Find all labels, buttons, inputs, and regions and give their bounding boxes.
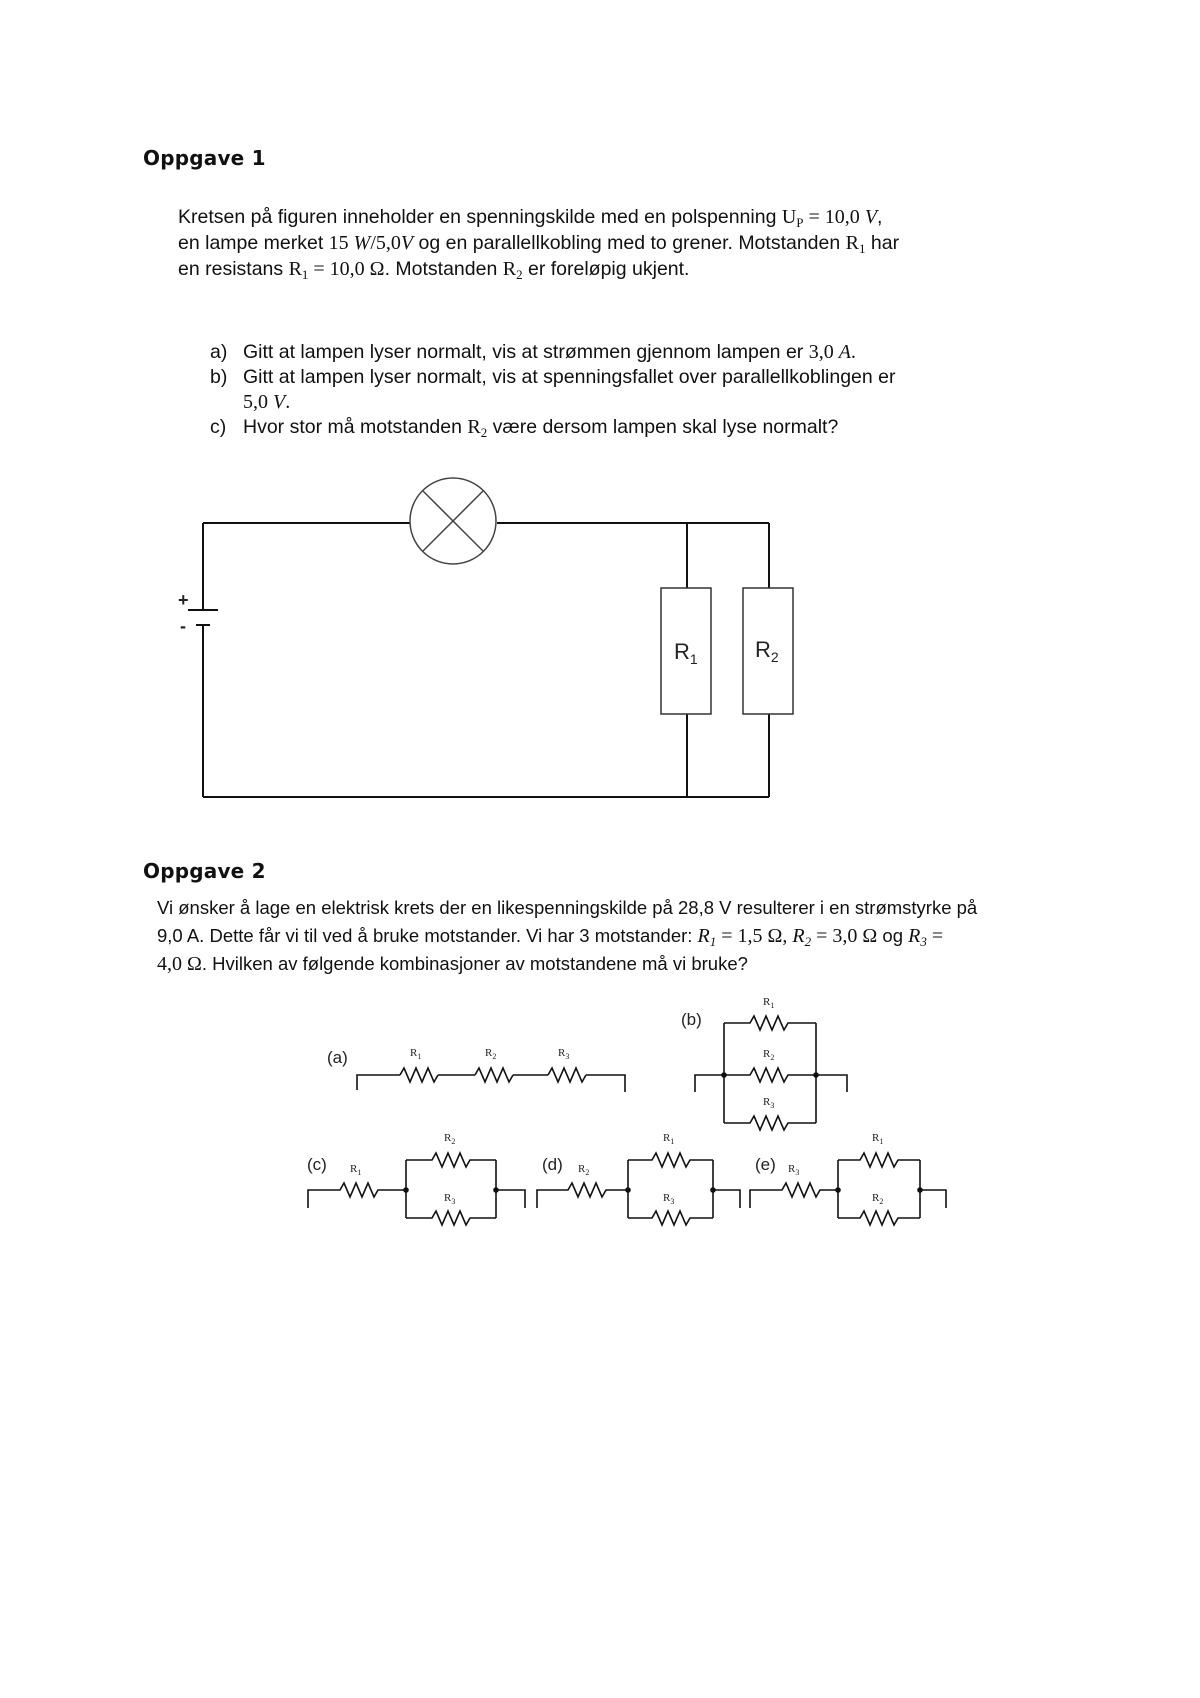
option-c-label: (c) [307,1155,327,1174]
a-r3-label: $R_3$ [558,1047,570,1061]
intro-line-3: en resistans $R_1 = 10,0$ Ω. Motstanden $R_2$ er foreløpig ukjent. [178,258,690,282]
intro-line-1: Kretsen på figuren inneholder en spenningskilde med en polspenning $U_P = 10,0$ V, [178,206,883,230]
battery-plus: + [178,590,189,610]
intro-line-2: en lampe merket 15 W/5,0V og en parallellkobling med to grener. Motstanden $R_1$ har [178,232,900,256]
d-r3-label: $R_3$ [663,1192,675,1206]
d-r2-label: $R_2$ [578,1163,590,1177]
d-r1-label: $R_1$ [663,1132,675,1146]
option-b-circuit [695,1016,847,1130]
a-r2-label: $R_2$ [485,1047,497,1061]
option-e-label: (e) [755,1155,776,1174]
c-r2-label: $R_2$ [444,1132,456,1146]
option-e-circuit [750,1153,946,1225]
e-r1-label: $R_1$ [872,1132,884,1146]
e-r2-label: $R_2$ [872,1192,884,1206]
question-b-cont: 5,0 V. [243,391,291,413]
r1-label: $R_1$ [674,639,698,667]
b-r3-label: $R_3$ [763,1096,775,1110]
question-a: a) Gitt at lampen lyser normalt, vis at strømmen gjennom lampen er 3,0 A. [210,341,856,363]
b-r1-label: $R_1$ [763,996,775,1010]
b-r2-label: $R_2$ [763,1048,775,1062]
task2-line-1: Vi ønsker å lage en elektrisk krets der en likespenningskilde på 28,8 V resulterer i en strømstyrke på [157,897,978,918]
a-r1-label: $R_1$ [410,1047,422,1061]
question-c: c) Hvor stor må motstanden $R_2$ være dersom lampen skal lyse normalt? [210,416,839,440]
e-r3-label: $R_3$ [788,1163,800,1177]
task2-line-3: 4,0 Ω. Hvilken av følgende kombinasjoner av motstandene må vi bruke? [157,953,748,975]
task1-heading: Oppgave 1 [143,146,266,170]
option-d-circuit [537,1153,740,1225]
r2-label: $R_2$ [755,637,779,665]
option-a-circuit [357,1068,625,1092]
option-d-label: (d) [542,1155,563,1174]
c-r1-label: $R_1$ [350,1163,362,1177]
battery-minus: - [180,616,186,636]
task2-heading: Oppgave 2 [143,859,266,883]
option-c-circuit [308,1153,525,1225]
task2-line-2: 9,0 A. Dette får vi til ved å bruke motstander. Vi har 3 motstander: $R_1 = 1,5$ Ω, $R_2 = 3,0$ Ω og $R_3$ = [157,925,944,949]
c-r3-label: $R_3$ [444,1192,456,1206]
option-b-label: (b) [681,1010,702,1029]
question-b: b) Gitt at lampen lyser normalt, vis at spenningsfallet over parallellkoblingen er [210,366,896,388]
option-a-label: (a) [327,1048,348,1067]
